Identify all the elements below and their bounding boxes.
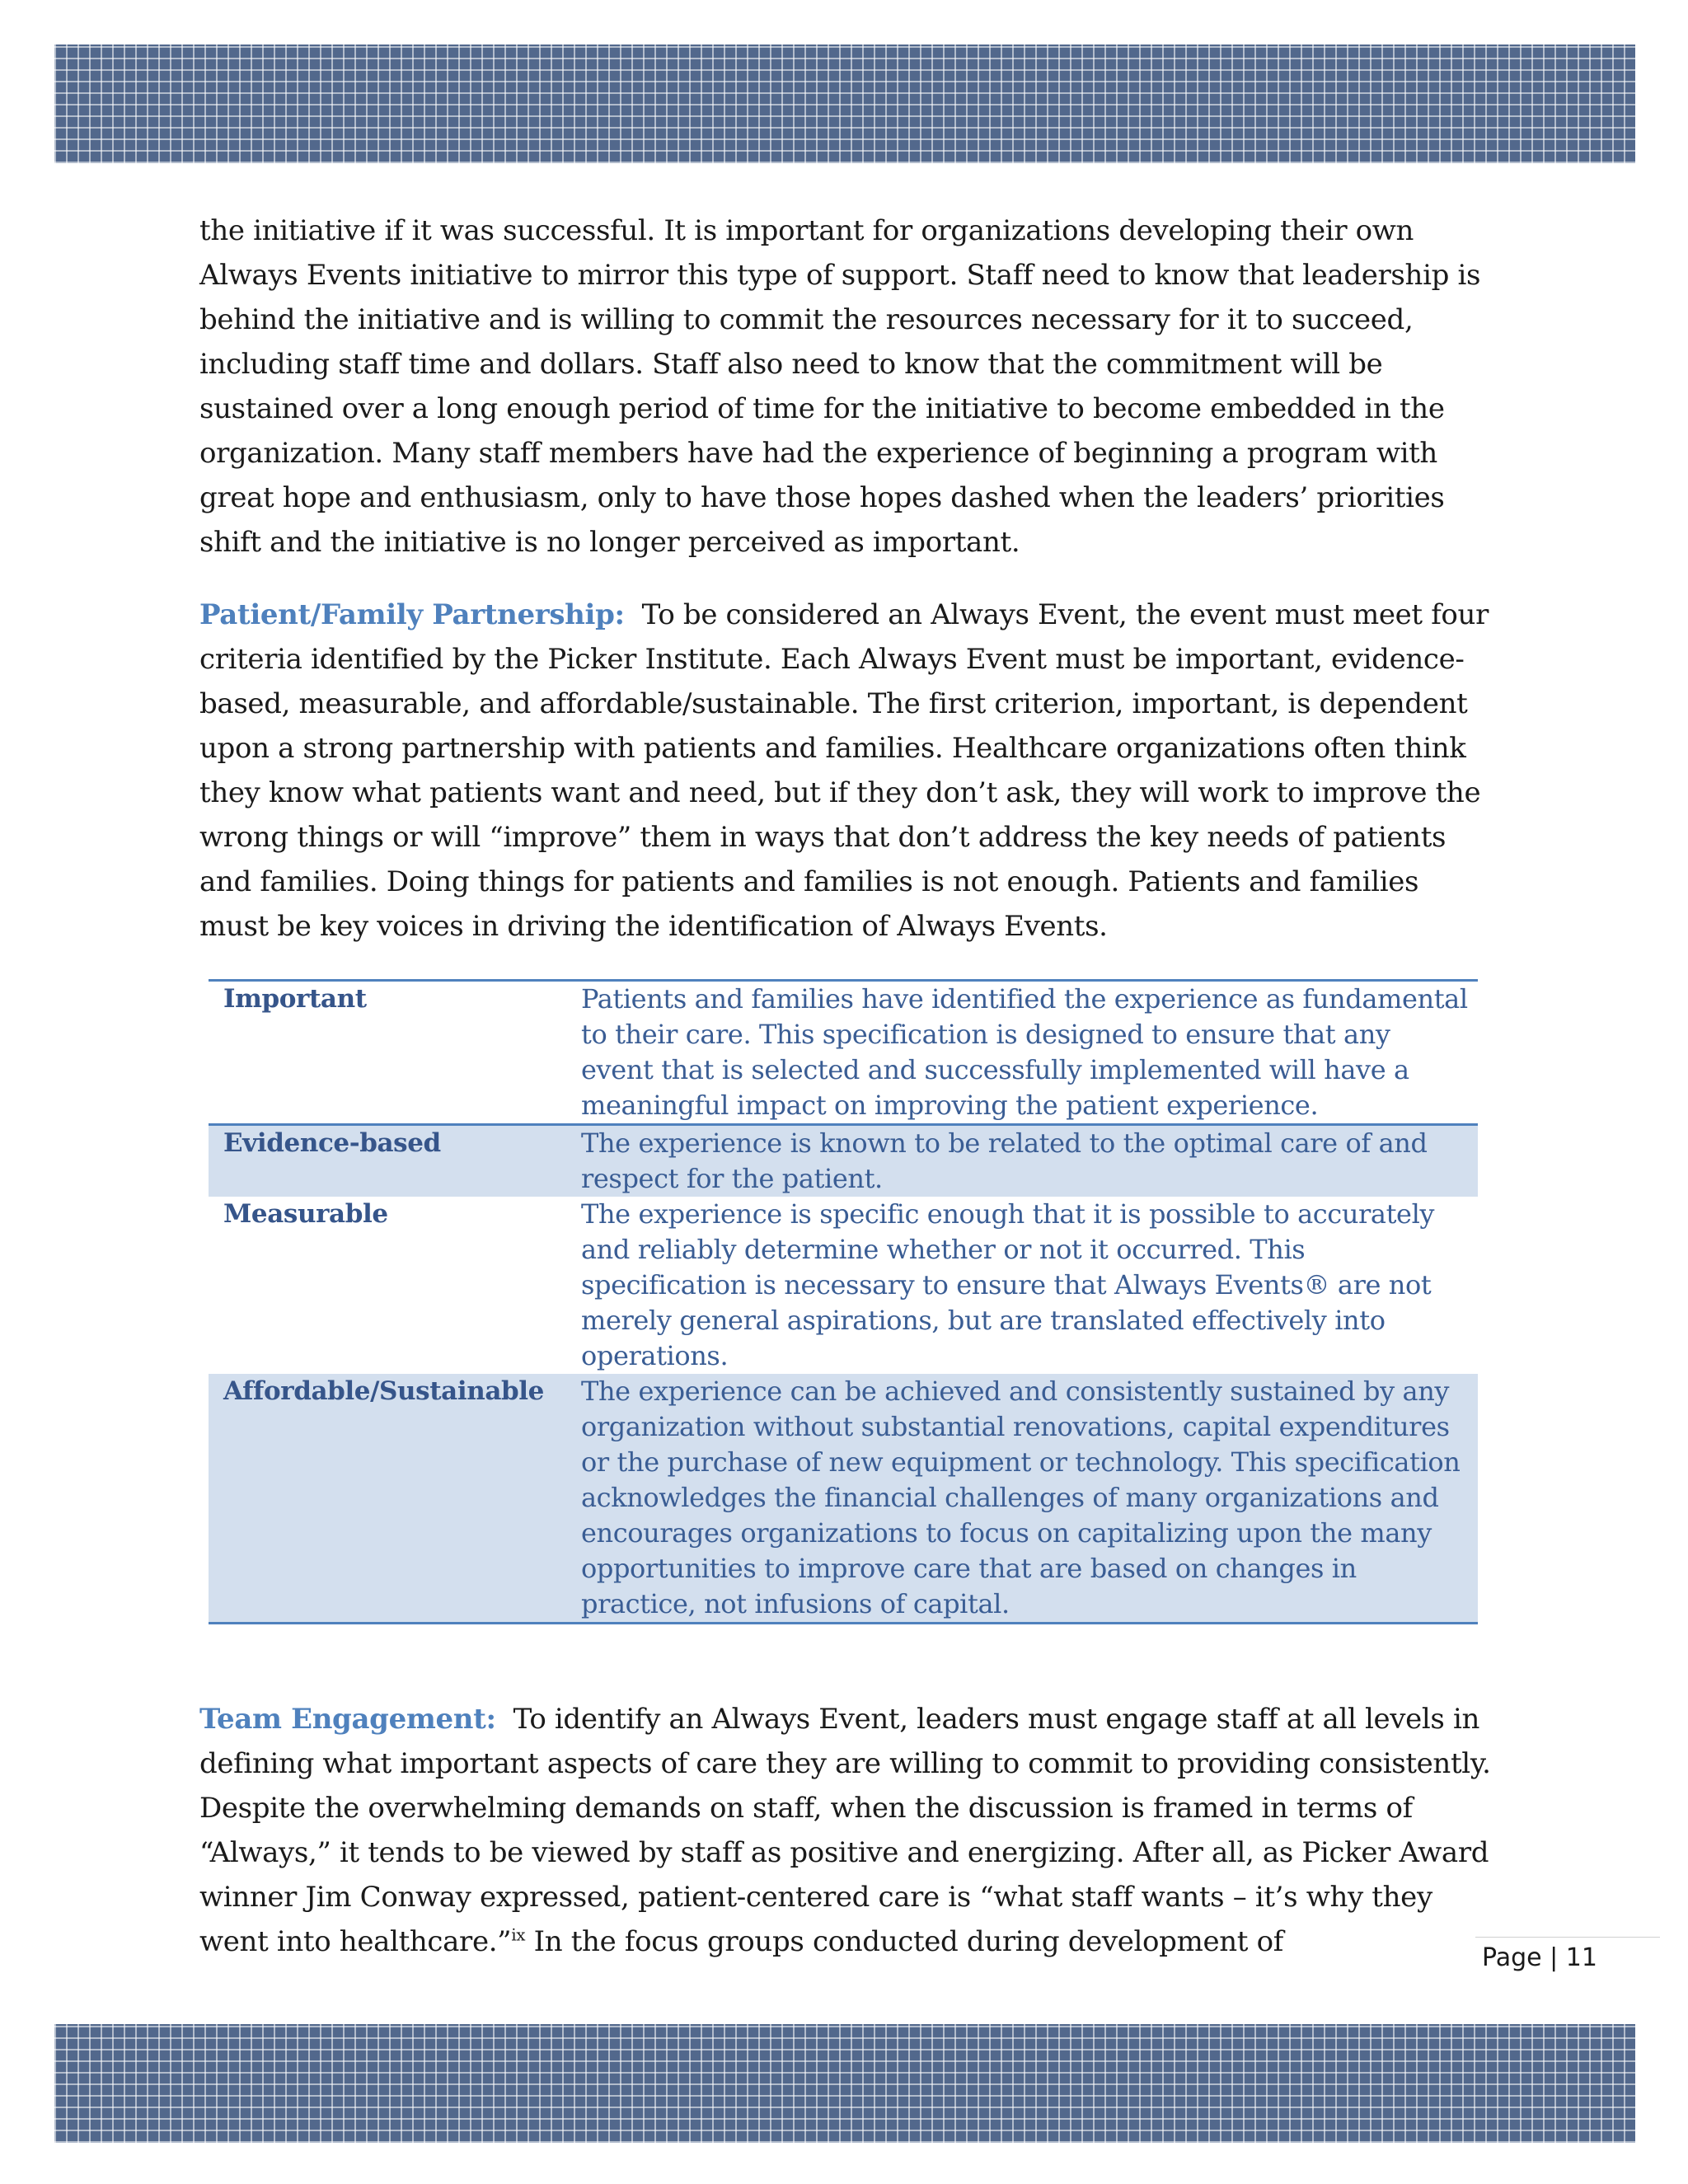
criterion-description: The experience is known to be related to the optimal care of and respect for the patient. <box>571 1125 1478 1197</box>
team-engagement-text: To identify an Always Event, leaders must engage staff at all levels in defining what important aspects of care they are willing to commit to providing consistently. Despite the overwhelming demands on staff, when the discussion is framed in terms of “Always,” it tends to be viewed by staff as positive and energizing. After all, as Picker Award winner Jim Conway expressed, patient-centered care is “what staff wants – it’s why they went into healthcare.” <box>199 1703 1491 1958</box>
criterion-description: The experience can be achieved and consistently sustained by any organization without substantial renovations, capital expenditures or the purchase of new equipment or technology. This specification acknowledges the financial challenges of many organizations and encourages organizations to focus on capitalizing upon the many opportunities to improve care that are based on changes in practice, not infusions of capital. <box>571 1374 1478 1624</box>
table-row <box>209 1125 1478 1197</box>
criterion-term: Important <box>209 981 571 1125</box>
footnote-marker[interactable]: ix <box>511 1924 526 1945</box>
page-number: Page | 11 <box>1482 1943 1597 1972</box>
section-heading-team-engagement: Team Engagement: <box>199 1703 496 1736</box>
section-heading-patient-family: Patient/Family Partnership: <box>199 598 625 631</box>
table-row <box>209 1374 1478 1624</box>
team-engagement-text-continued: In the focus groups conducted during development of <box>525 1925 1283 1958</box>
criterion-term: Measurable <box>223 1199 388 1229</box>
criterion-description: The experience is specific enough that it is possible to accurately and reliably determine whether or not it occurred. This specification is necessary to ensure that Always Events® are not merely general aspirations, but are translated effectively into operations. <box>581 1198 1435 1371</box>
footer-pattern-band <box>54 2024 1635 2143</box>
footer-divider <box>1475 1937 1660 1938</box>
paragraph-leadership-support: the initiative if it was successful. It is important for organizations developing their own Always Events initiative to mirror this type of support. Staff need to know that leadership is behind the initiative and is willing to commit the resources necessary for it to succeed, including staff time and dollars. Staff also need to know that the commitment will be sustained over a long enough period of time for the initiative to become embedded in the organization. Many staff members have had the experience of beginning a program with great hope and enthusiasm, only to have those hopes dashed when the leaders’ priorities shift and the initiative is no longer perceived as important. <box>199 214 1481 559</box>
paragraph-patient-family-partnership <box>199 593 1492 949</box>
patient-family-text: To be considered an Always Event, the event must meet four criteria identified by the Picker Institute. Each Always Event must be important, evidence-based, measurable, and affordable/sustainable. The first criterion, important, is dependent upon a strong partnership with patients and families. Healthcare organizations often think they know what patients want and need, but if they don’t ask, they will work to improve the wrong things or will “improve” them in ways that don’t address the key needs of patients and families. Doing things for patients and families is not enough. Patients and families must be key voices in driving the identification of Always Events. <box>199 598 1489 943</box>
header-pattern-band <box>54 45 1635 163</box>
table-row <box>209 1197 1478 1374</box>
criteria-table <box>209 979 1478 1624</box>
criterion-term: Evidence-based <box>209 1125 571 1197</box>
criterion-term: Affordable/Sustainable <box>209 1374 571 1624</box>
table-row <box>209 981 1478 1125</box>
paragraph-team-engagement <box>199 1697 1492 1964</box>
criterion-description: Patients and families have identified the experience as fundamental to their care. This specification is designed to ensure that any event that is selected and successfully implemented will have a meaningful impact on improving the patient experience. <box>571 981 1478 1125</box>
